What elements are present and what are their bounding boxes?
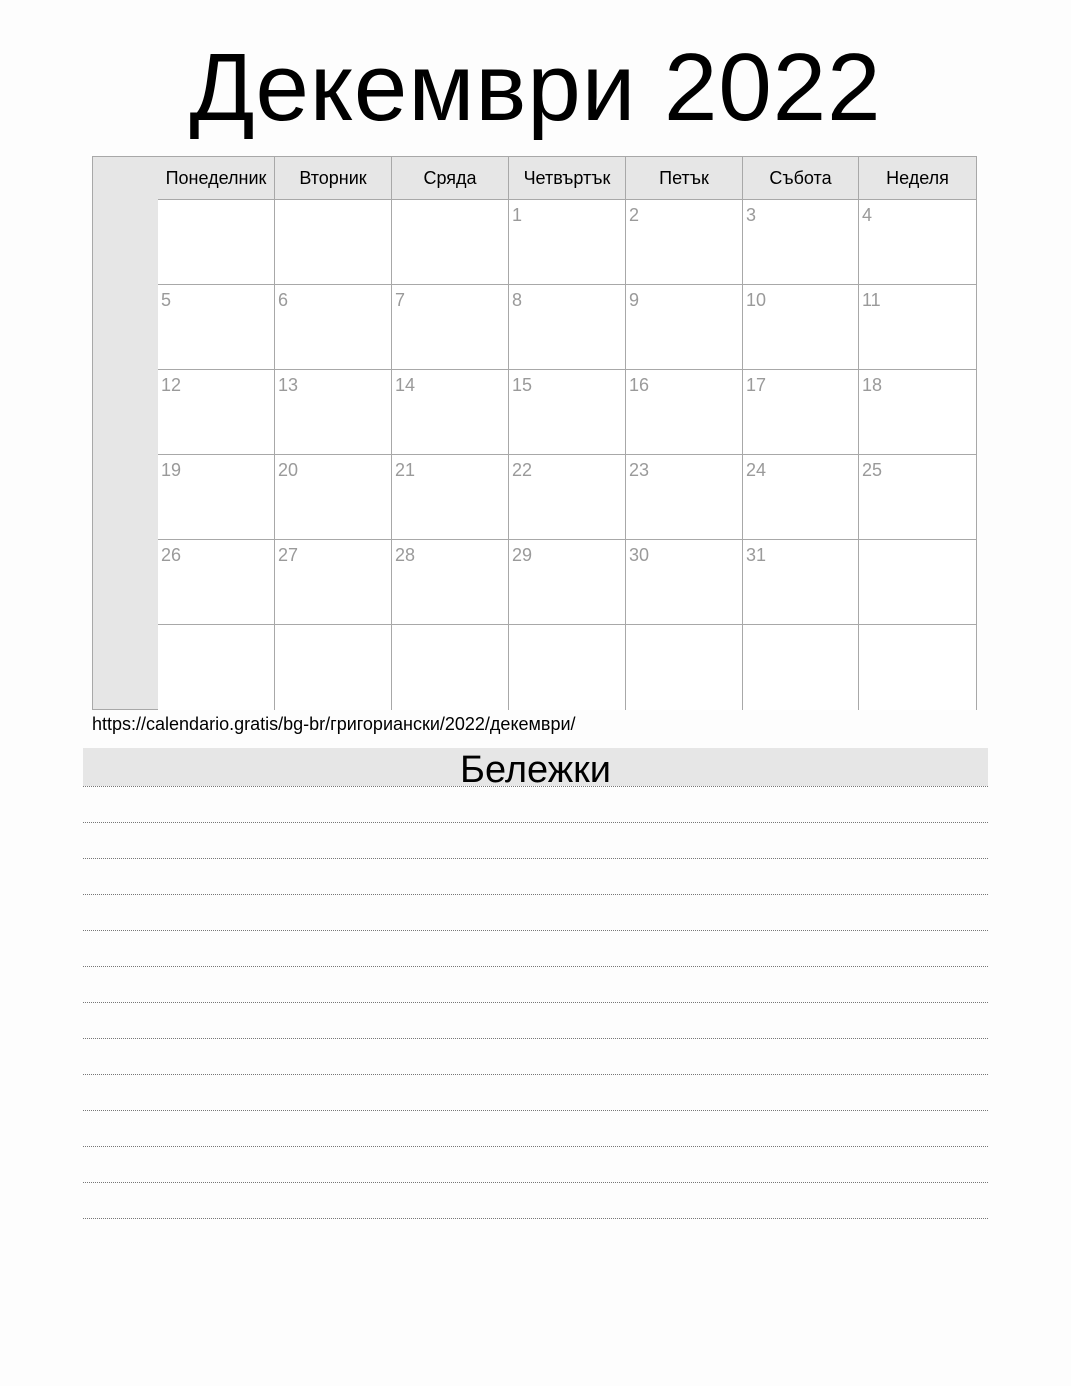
notes-line: [83, 967, 988, 1003]
notes-lines: [83, 786, 988, 1219]
calendar-days-grid: [158, 157, 976, 709]
day-cell: 9: [626, 285, 743, 370]
day-cell: 31: [743, 540, 859, 625]
day-cell: [275, 625, 392, 710]
weekday-header: Понеделник: [158, 157, 275, 200]
day-cell: 11: [859, 285, 976, 370]
day-cell: 17: [743, 370, 859, 455]
day-cell: 5: [158, 285, 275, 370]
day-cell: 25: [859, 455, 976, 540]
day-cell: 20: [275, 455, 392, 540]
notes-line: [83, 1183, 988, 1219]
day-cell: 6: [275, 285, 392, 370]
notes-line: [83, 895, 988, 931]
day-cell: [158, 200, 275, 285]
day-cell: 1: [509, 200, 626, 285]
day-cell: 12: [158, 370, 275, 455]
day-cell: [392, 200, 509, 285]
day-cell: 8: [509, 285, 626, 370]
day-cell: 3: [743, 200, 859, 285]
day-cell: 4: [859, 200, 976, 285]
weekday-header: Вторник: [275, 157, 392, 200]
day-cell: 22: [509, 455, 626, 540]
notes-line: [83, 823, 988, 859]
day-cell: 29: [509, 540, 626, 625]
calendar-grid: [92, 156, 977, 710]
weekday-header: Неделя: [859, 157, 976, 200]
day-cell: [859, 625, 976, 710]
day-cell: [743, 625, 859, 710]
week-side-column: [93, 157, 159, 709]
day-cell: 16: [626, 370, 743, 455]
weekday-header: Сряда: [392, 157, 509, 200]
day-cell: [859, 540, 976, 625]
notes-line: [83, 787, 988, 823]
day-cell: 24: [743, 455, 859, 540]
notes-line: [83, 859, 988, 895]
notes-line: [83, 1075, 988, 1111]
day-cell: 27: [275, 540, 392, 625]
notes-line: [83, 1039, 988, 1075]
weekday-header: Събота: [743, 157, 859, 200]
day-cell: 7: [392, 285, 509, 370]
notes-title: Бележки: [83, 748, 988, 786]
notes-line: [83, 931, 988, 967]
weekday-header: Четвъртък: [509, 157, 626, 200]
day-cell: [275, 200, 392, 285]
day-cell: 2: [626, 200, 743, 285]
day-cell: 21: [392, 455, 509, 540]
day-cell: 30: [626, 540, 743, 625]
day-cell: 23: [626, 455, 743, 540]
day-cell: [392, 625, 509, 710]
day-cell: 28: [392, 540, 509, 625]
day-cell: 13: [275, 370, 392, 455]
day-cell: 19: [158, 455, 275, 540]
notes-line: [83, 1147, 988, 1183]
day-cell: 26: [158, 540, 275, 625]
source-url: https://calendario.gratis/bg-br/григориански/2022/декември/: [92, 714, 576, 734]
notes-line: [83, 1111, 988, 1147]
notes-line: [83, 1003, 988, 1039]
day-cell: [158, 625, 275, 710]
weekday-header: Петък: [626, 157, 743, 200]
day-cell: 10: [743, 285, 859, 370]
day-cell: [509, 625, 626, 710]
day-cell: [626, 625, 743, 710]
page-title: Декември 2022: [189, 34, 882, 141]
day-cell: 15: [509, 370, 626, 455]
day-cell: 18: [859, 370, 976, 455]
day-cell: 14: [392, 370, 509, 455]
